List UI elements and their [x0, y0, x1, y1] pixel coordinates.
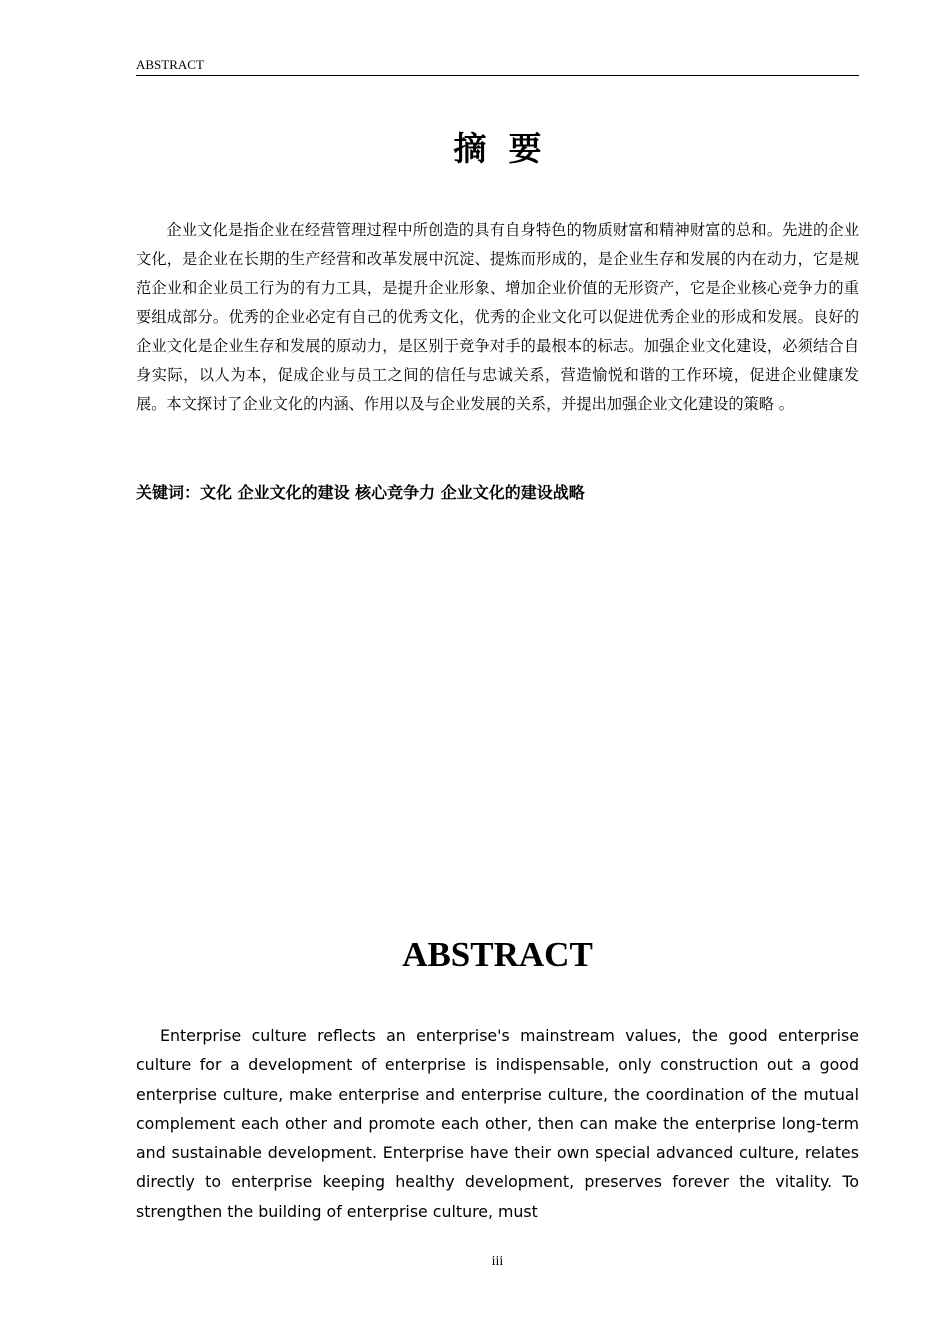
chinese-abstract-body: 企业文化是指企业在经营管理过程中所创造的具有自身特色的物质财富和精神财富的总和。先进的企业文化，是企业在长期的生产经营和改革发展中沉淀、提炼而形成的，是企业生存和发展的内在动力，它是规范企业和企业员工行为的有力工具，是提升企业形象、增加企业价值的无形资产，它是企业核心竞争力的重要组成部分。优秀的企业必定有自己的优秀文化，优秀的企业文化可以促进优秀企业的形成和发展。良好的企业文化是企业生存和发展的原动力，是区别于竞争对手的最根本的标志。加强企业文化建设，必须结合自身实际，以人为本，促成企业与员工之间的信任与忠诚关系，营造愉悦和谐的工作环境，促进企业健康发展。本文探讨了企业文化的内涵、作用以及与企业发展的关系，并提出加强企业文化建设的策略 。 [136, 221, 859, 413]
chinese-abstract-title [136, 124, 859, 174]
running-header [136, 57, 859, 76]
chinese-title-char-1: 摘 [453, 129, 487, 168]
chinese-keywords: 关键词：文化 企业文化的建设 核心竞争力 企业文化的建设战略 [136, 483, 585, 502]
english-abstract-title: ABSTRACT [402, 935, 593, 974]
running-header-title: ABSTRACT [136, 57, 204, 72]
chinese-title-char-2: 要 [508, 129, 542, 168]
english-abstract-body: Enterprise culture reflects an enterprise's mainstream values, the good enterprise culture for a development of enterprise is indispensable, only construction out a good enterprise culture, make enterprise and enterprise culture, the coordination of the mutual complement each other and promote each other, then can make the enterprise long-term and sustainable development. Enterprise have their own special advanced culture, relates directly to enterprise keeping healthy development, preserves forever the vitality. To strengthen the building of enterprise culture, must [136, 1026, 859, 1221]
page-number: iii [491, 1254, 504, 1269]
